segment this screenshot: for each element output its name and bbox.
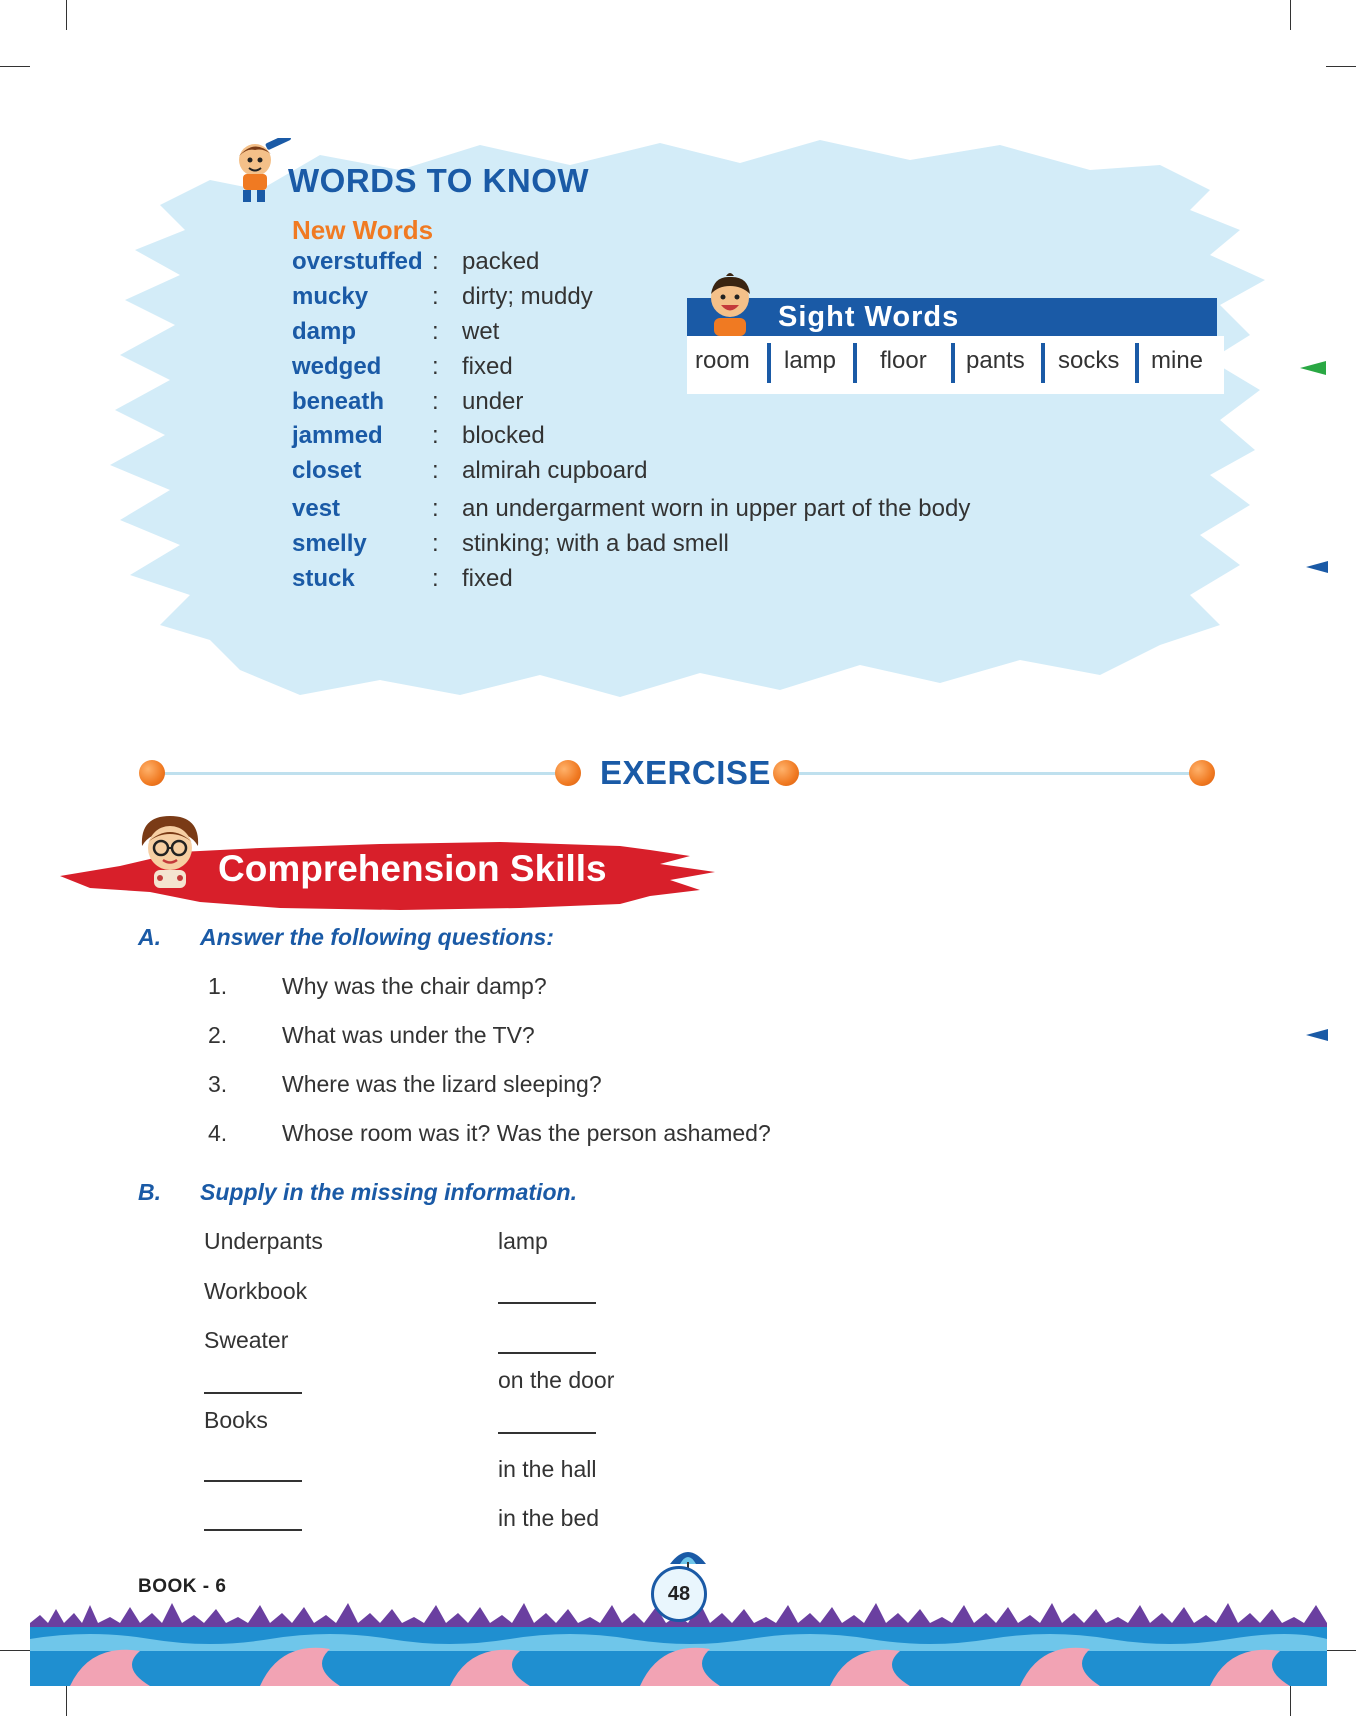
supply-right-item: on the door: [498, 1367, 615, 1393]
vocab-term: closet: [292, 457, 362, 484]
orange-dot-icon: [1189, 760, 1215, 786]
vocab-colon: :: [432, 530, 439, 557]
supply-left-item: Sweater: [204, 1327, 289, 1353]
crop-mark: [1326, 1650, 1356, 1651]
crop-mark: [1290, 0, 1291, 30]
section-b-letter: B.: [138, 1179, 161, 1205]
sight-words-title: Sight Words: [778, 301, 960, 333]
vocab-definition: an undergarment worn in upper part of the body: [462, 495, 971, 522]
sight-word: floor: [880, 347, 927, 374]
vocab-colon: :: [432, 283, 439, 310]
girl-with-glasses-icon: [130, 808, 210, 890]
vocab-colon: :: [432, 353, 439, 380]
vocab-colon: :: [432, 422, 439, 449]
book-label: BOOK - 6: [138, 1576, 227, 1597]
question-number: 4.: [208, 1120, 228, 1146]
exercise-divider-line: [790, 772, 1200, 775]
sight-word-divider: [1135, 343, 1139, 383]
supply-right-item: lamp: [498, 1228, 548, 1254]
sight-word-divider: [853, 343, 857, 383]
vocab-definition: wet: [462, 318, 500, 345]
arrow-marker-icon: [1300, 360, 1330, 376]
sight-word: pants: [966, 347, 1025, 374]
vocab-definition: under: [462, 388, 524, 415]
crop-mark: [66, 0, 67, 30]
words-to-know-title: WORDS TO KNOW: [288, 162, 590, 199]
words-to-know-background: [100, 135, 1270, 705]
sight-word: mine: [1151, 347, 1204, 374]
question-number: 2.: [208, 1022, 228, 1048]
question-text: Where was the lizard sleeping?: [282, 1071, 602, 1097]
supply-left-item: Underpants: [204, 1228, 323, 1254]
vocab-term: smelly: [292, 530, 367, 557]
vocab-colon: :: [432, 248, 439, 275]
crop-mark: [0, 1650, 30, 1651]
vocab-colon: :: [432, 388, 439, 415]
sight-word-divider: [951, 343, 955, 383]
boy-with-pencil-icon: [225, 138, 293, 204]
exercise-title: EXERCISE: [600, 754, 771, 791]
question-text: What was under the TV?: [282, 1022, 535, 1048]
vocab-term: mucky: [292, 283, 369, 310]
vocab-definition: fixed: [462, 353, 513, 380]
answer-blank[interactable]: [204, 1529, 302, 1531]
supply-right-item: in the hall: [498, 1456, 597, 1482]
crop-mark: [0, 66, 30, 67]
question-text: Why was the chair damp?: [282, 973, 547, 999]
vocab-term: damp: [292, 318, 357, 345]
exercise-divider-line: [152, 772, 564, 775]
orange-dot-icon: [139, 760, 165, 786]
question-number: 3.: [208, 1071, 228, 1097]
vocab-definition: dirty; muddy: [462, 283, 593, 310]
question-text: Whose room was it? Was the person ashamed?: [282, 1120, 771, 1146]
vocab-term: jammed: [292, 422, 383, 449]
crop-mark: [66, 1686, 67, 1716]
sight-word-divider: [1041, 343, 1045, 383]
sight-word: socks: [1058, 347, 1120, 374]
vocab-term: vest: [292, 495, 341, 522]
answer-blank[interactable]: [498, 1432, 596, 1434]
orange-dot-icon: [555, 760, 581, 786]
vocab-definition: packed: [462, 248, 540, 275]
vocab-term: stuck: [292, 565, 355, 592]
comprehension-skills-title: Comprehension Skills: [218, 848, 607, 889]
page-number: 48: [651, 1566, 707, 1622]
answer-blank[interactable]: [204, 1480, 302, 1482]
vocab-colon: :: [432, 565, 439, 592]
section-a-instruction: Answer the following questions:: [200, 924, 554, 950]
vocab-colon: :: [432, 495, 439, 522]
question-number: 1.: [208, 973, 228, 999]
vocab-definition: fixed: [462, 565, 513, 592]
vocab-colon: :: [432, 318, 439, 345]
arrow-marker-icon: [1306, 1028, 1330, 1042]
crop-mark: [1290, 1686, 1291, 1716]
supply-left-item: Workbook: [204, 1278, 308, 1304]
vocab-term: overstuffed: [292, 248, 423, 275]
orange-dot-icon: [773, 760, 799, 786]
sight-word: lamp: [784, 347, 837, 374]
vocab-term: beneath: [292, 388, 385, 415]
crop-mark: [1326, 66, 1356, 67]
arrow-marker-icon: [1306, 560, 1330, 574]
supply-right-item: in the bed: [498, 1505, 600, 1531]
vocab-definition: blocked: [462, 422, 545, 449]
answer-blank[interactable]: [498, 1302, 596, 1304]
vocab-term: wedged: [292, 353, 382, 380]
section-a-letter: A.: [138, 924, 161, 950]
smiling-boy-icon: [700, 270, 760, 336]
sight-word: room: [695, 347, 750, 374]
new-words-heading: New Words: [292, 215, 434, 245]
answer-blank[interactable]: [498, 1352, 596, 1354]
sight-word-divider: [767, 343, 771, 383]
vocab-definition: stinking; with a bad smell: [462, 530, 729, 557]
vocab-colon: :: [432, 457, 439, 484]
supply-left-item: Books: [204, 1407, 268, 1433]
vocab-definition: almirah cupboard: [462, 457, 648, 484]
answer-blank[interactable]: [204, 1392, 302, 1394]
section-b-instruction: Supply in the missing information.: [200, 1179, 577, 1205]
